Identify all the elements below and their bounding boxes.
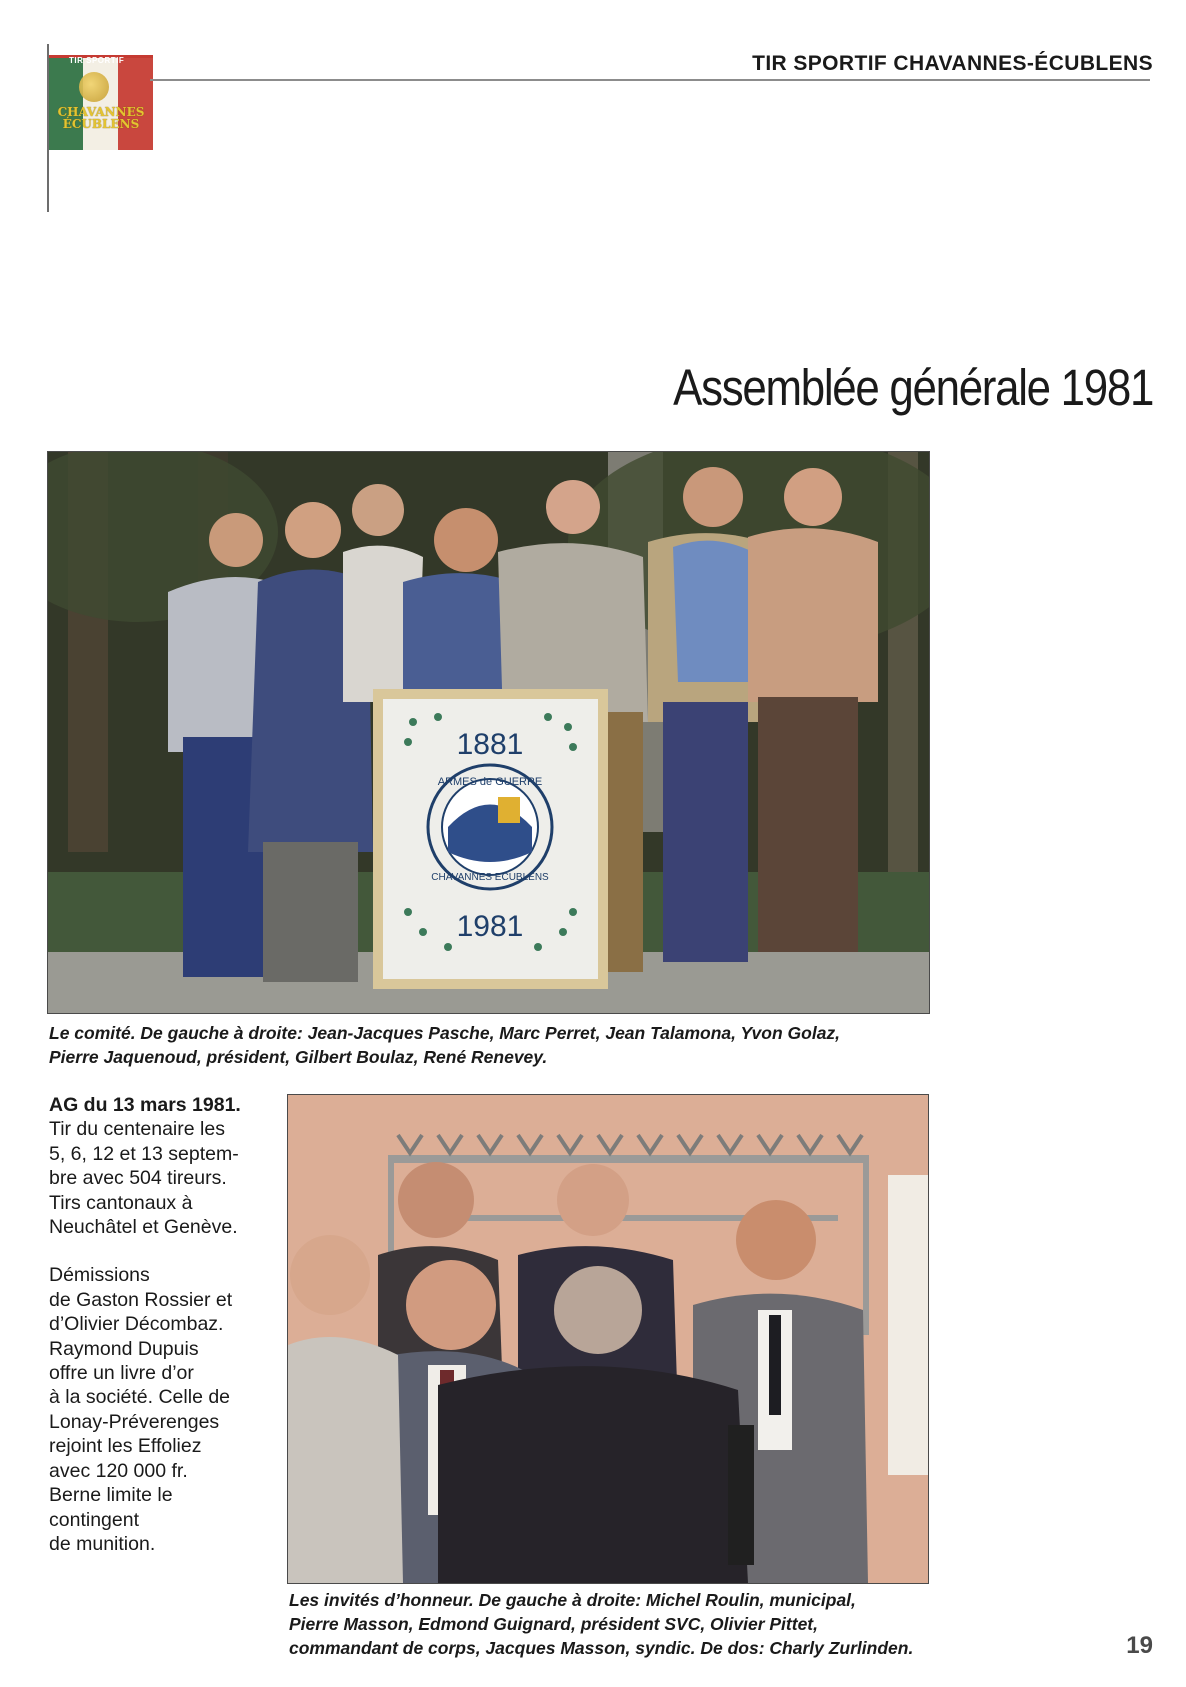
banner-year-top: 1881	[456, 728, 524, 761]
sidebar-text: AG du 13 mars 1981. Tir du centenaire les 5, 6, 12 et 13 septem- bre avec 504 tireurs. Tirs cantonaux à Neuchâtel et Genève. Démissions de Gaston Rossier et d’Olivier Décombaz. Raymond Dupuis offre un livre d’or à la société. Celle de Lonay-Préverenges rejoint les Effoliez avec 120 000 fr. Berne limite le contingent de munition.	[49, 1093, 269, 1556]
banner-ring-top: ARMES de GUERRE	[437, 776, 543, 788]
guests-photo-caption: Les invités d’honneur. De gauche à droite: Michel Roulin, municipal, Pierre Masson, Edmond Guignard, président SVC, Olivier Pittet, commandant de corps, Jacques Masson, syndic. De dos: Charly Zurlinden.	[289, 1590, 914, 1658]
flag-text: CHAVANNES ÉCUBLENS	[57, 105, 145, 131]
page-number: 19	[1126, 1632, 1153, 1659]
header-rule	[150, 79, 1150, 81]
page-title: Assemblée générale 1981	[673, 359, 1153, 416]
header-title: TIR SPORTIF CHAVANNES-ÉCUBLENS	[752, 52, 1153, 75]
banner-year-bottom: 1981	[456, 910, 524, 943]
flag-emblem-icon	[79, 72, 109, 102]
guests-photo	[287, 1094, 929, 1584]
banner-ring-bottom: CHAVANNES ECUBLENS	[431, 872, 549, 883]
committee-photo-caption: Le comité. De gauche à droite: Jean-Jacques Pasche, Marc Perret, Jean Talamona, Yvon Golaz, Pierre Jaquenoud, président, Gilbert Boulaz, René Renevey.	[49, 1023, 841, 1067]
committee-photo	[47, 451, 930, 1014]
flag-top-text: TIR SPORTIF	[69, 56, 125, 65]
sidebar-lead: AG du 13 mars 1981.	[49, 1094, 241, 1116]
club-flag-logo	[49, 55, 153, 150]
